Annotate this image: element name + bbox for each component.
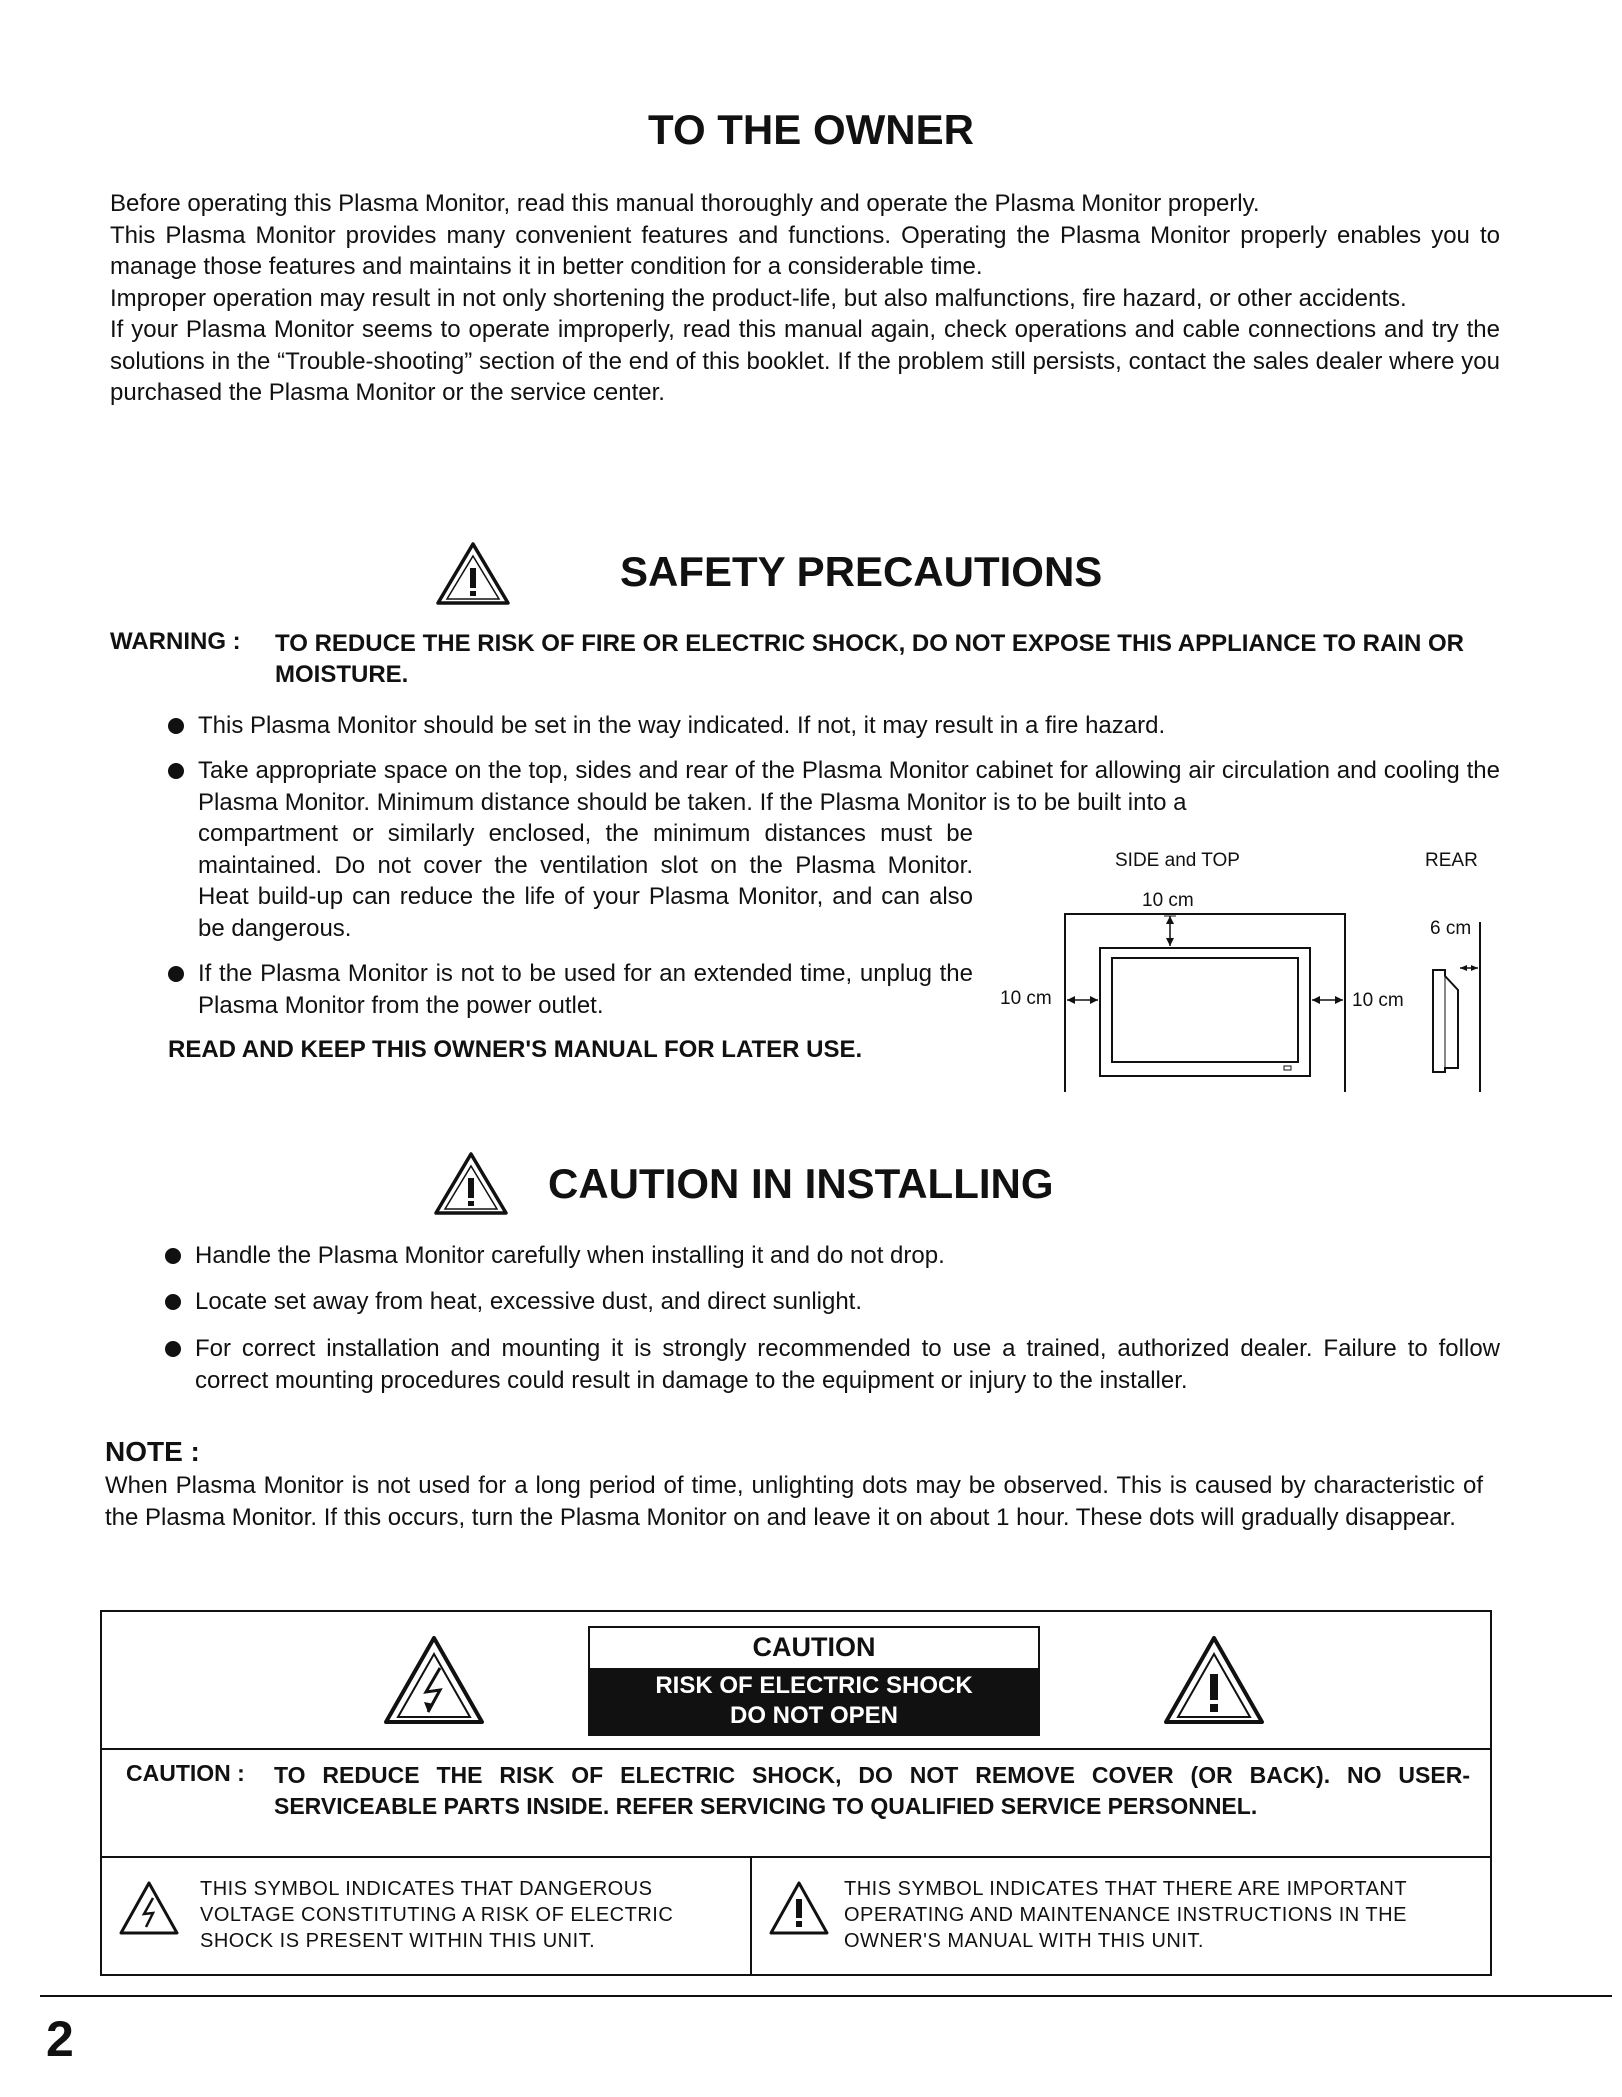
exclamation-small-icon: [768, 1880, 830, 1936]
page-number: 2: [46, 2011, 74, 2067]
caution-text: TO REDUCE THE RISK OF ELECTRIC SHOCK, DO NOT REMOVE COVER (OR BACK). NO USER-SERVICEABLE PARTS INSIDE. REFER SERVICING TO QUALIFIED SERVICE PERSONNEL.: [274, 1762, 1470, 1819]
bullet-text: If the Plasma Monitor is not to be used for an extended time, unplug the Plasma Monitor from the power outlet.: [198, 960, 973, 1019]
owner-paragraph: Improper operation may result in not only shortening the product-life, but also malfunctions, fire hazard, or other accidents.: [110, 284, 1407, 312]
top-gap-label: 10 cm: [1142, 890, 1194, 911]
safety-bullet: [198, 958, 973, 1021]
rear-gap-label: 6 cm: [1430, 918, 1472, 939]
owner-paragraph: This Plasma Monitor provides many convenient features and functions. Operating the Plasma Monitor properly enables you to manage those features and maintains it in better condition for a considerable time.: [110, 221, 1500, 280]
note-text: When Plasma Monitor is not used for a long period of time, unlighting dots may be observed. This is caused by characteristic of the Plasma Monitor. If this occurs, turn the Plasma Monitor on and leave it on about 1 hour. These dots will gradually disappear.: [105, 1472, 1483, 1531]
installing-bullet: [195, 1333, 1500, 1396]
left-gap-label: 10 cm: [1000, 988, 1052, 1009]
safety-title: SAFETY PRECAUTIONS: [620, 548, 1103, 595]
rear-label: REAR: [1425, 850, 1478, 871]
warning-triangle-icon: [435, 540, 511, 606]
clearance-diagram: [990, 840, 1500, 1095]
danger-banner-line: RISK OF ELECTRIC SHOCK: [655, 1672, 973, 1699]
bullet-text: Locate set away from heat, excessive dust, and direct sunlight.: [195, 1288, 863, 1315]
owner-intro: [110, 188, 1500, 409]
read-keep-notice: READ AND KEEP THIS OWNER'S MANUAL FOR LATER USE.: [168, 1036, 863, 1063]
caution-box: [100, 1610, 1492, 1976]
installing-bullet: [195, 1240, 1500, 1272]
safety-bullet-continued: compartment or similarly enclosed, the minimum distances must be maintained. Do not cover the ventilation slot on the Plasma Monitor. Heat build-up can reduce the life of your Plasma Monitor, and can also be dangerous.: [198, 820, 973, 942]
caution-label: CAUTION :: [126, 1760, 245, 1786]
bullet-dot: [165, 1248, 181, 1264]
warning-text: TO REDUCE THE RISK OF FIRE OR ELECTRIC SHOCK, DO NOT EXPOSE THIS APPLIANCE TO RAIN OR MOISTURE.: [275, 630, 1464, 688]
safety-bullet: [198, 710, 1500, 742]
note-label: NOTE :: [105, 1436, 200, 1467]
bullet-dot: [165, 1294, 181, 1310]
symbol-left-text: THIS SYMBOL INDICATES THAT DANGEROUS VOLTAGE CONSTITUTING A RISK OF ELECTRIC SHOCK IS PRESENT WITHIN THIS UNIT.: [200, 1878, 674, 1952]
bullet-text: Take appropriate space on the top, sides and rear of the Plasma Monitor cabinet for allowing air circulation and cooling the Plasma Monitor. Minimum distance should be taken. If the Plasma Monitor is to be built into a: [198, 757, 1500, 816]
owner-title: TO THE OWNER: [648, 106, 974, 153]
symbol-right-text: THIS SYMBOL INDICATES THAT THERE ARE IMPORTANT OPERATING AND MAINTENANCE INSTRUCTIONS IN THE OWNER'S MANUAL WITH THIS UNIT.: [844, 1878, 1407, 1952]
safety-bullet: [198, 755, 1500, 818]
owner-paragraph: Before operating this Plasma Monitor, read this manual thoroughly and operate the Plasma Monitor properly.: [110, 190, 1260, 217]
caution-header: CAUTION: [752, 1632, 876, 1662]
bullet-dot: [165, 1341, 181, 1357]
bullet-text: For correct installation and mounting it is strongly recommended to use a trained, authorized dealer. Failure to follow correct mounting procedures could result in damage to the equipment or injury to the installer.: [195, 1335, 1500, 1394]
owner-paragraph: If your Plasma Monitor seems to operate improperly, read this manual again, check operations and cable connections and try the solutions in the “Trouble-shooting” section of the end of this booklet. If the problem still persists, contact the sales dealer where you purchased the Plasma Monitor or the service center.: [110, 316, 1500, 406]
bullet-dot: [168, 966, 184, 982]
warning-label: WARNING :: [110, 628, 241, 655]
clearance-drawing: [990, 840, 1500, 1095]
divider: [750, 1856, 752, 1974]
divider: [102, 1748, 1490, 1750]
electric-shock-icon: [382, 1634, 486, 1726]
footer-rule: [40, 1995, 1612, 1997]
side-top-label: SIDE and TOP: [1115, 850, 1240, 871]
bullet-text: Handle the Plasma Monitor carefully when installing it and do not drop.: [195, 1242, 945, 1269]
bullet-text: This Plasma Monitor should be set in the way indicated. If not, it may result in a fire hazard.: [198, 712, 1166, 739]
divider: [102, 1856, 1490, 1858]
danger-banner-line: DO NOT OPEN: [729, 1702, 898, 1729]
caution-label-panel: [588, 1626, 1040, 1736]
bullet-dot: [168, 763, 184, 779]
installing-title: CAUTION IN INSTALLING: [548, 1160, 1054, 1207]
installing-bullet: [195, 1286, 1500, 1318]
caution-triangle-icon: [433, 1150, 509, 1216]
electric-shock-small-icon: [118, 1880, 180, 1936]
bullet-dot: [168, 718, 184, 734]
right-gap-label: 10 cm: [1352, 990, 1404, 1011]
exclamation-warning-icon: [1162, 1634, 1266, 1726]
danger-banner: [590, 1668, 1038, 1734]
